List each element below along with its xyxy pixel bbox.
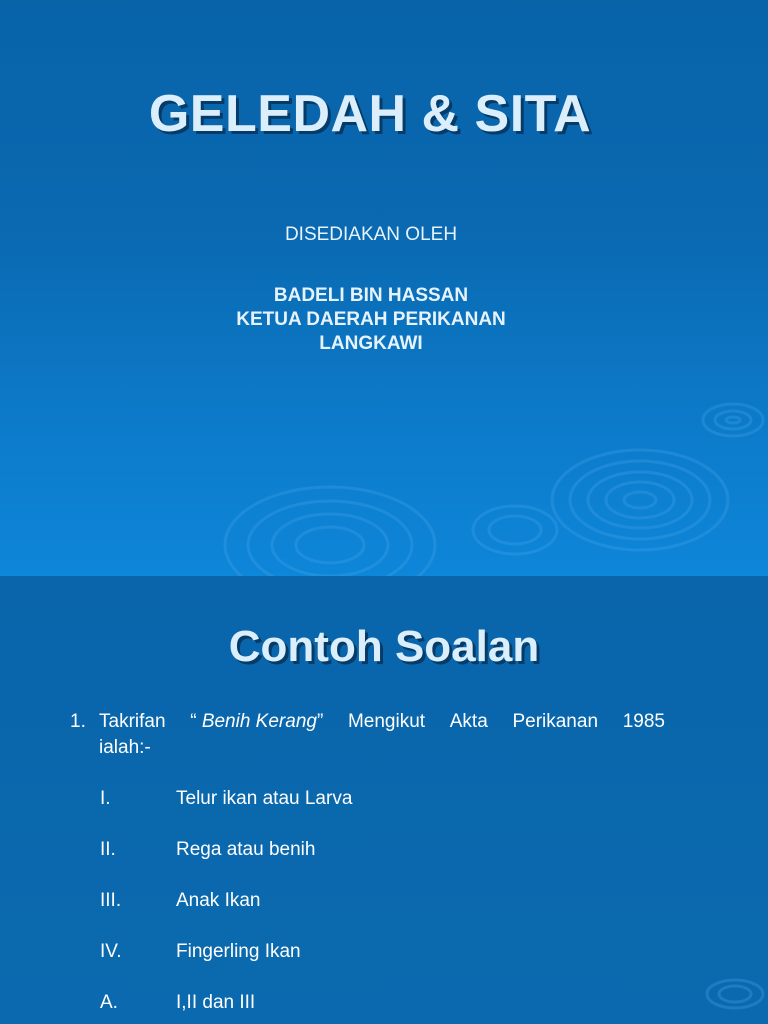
option-text: Telur ikan atau Larva	[176, 788, 353, 809]
question-word: Takrifan	[99, 711, 166, 732]
slide-title: Contoh Soalan	[228, 622, 540, 671]
author-position: KETUA DAERAH PERIKANAN	[236, 309, 506, 330]
question-slide	[0, 576, 768, 1024]
option-text: Fingerling Ikan	[176, 941, 301, 962]
option-label: III.	[100, 890, 122, 911]
byline-label: DISEDIAKAN OLEH	[284, 224, 458, 245]
question-line-2: ialah:-	[99, 737, 151, 758]
option-item	[100, 992, 255, 1014]
option-text: I,II dan III	[176, 992, 256, 1013]
question-word: Mengikut	[347, 711, 426, 732]
option-label: A.	[100, 992, 118, 1013]
author-name: BADELI BIN HASSAN	[273, 285, 469, 306]
option-item	[100, 788, 352, 810]
option-text: Rega atau benih	[176, 839, 316, 860]
option-item	[100, 839, 315, 861]
option-item	[100, 890, 261, 912]
question-word: 1985	[622, 711, 665, 732]
presentation-title: GELEDAH & SITA	[148, 85, 592, 143]
question-word: Akta	[449, 711, 488, 732]
question-text	[70, 709, 665, 761]
author-location: LANGKAWI	[319, 333, 423, 354]
option-label: IV.	[100, 941, 122, 962]
question-number: 1.	[70, 711, 86, 732]
option-text: Anak Ikan	[176, 890, 261, 911]
option-item	[100, 941, 301, 963]
question-word: Perikanan	[512, 711, 599, 732]
option-label: II.	[100, 839, 116, 860]
defined-term: “ Benih Kerang”	[190, 711, 324, 732]
author-block	[0, 284, 742, 356]
option-label: I.	[100, 788, 111, 809]
